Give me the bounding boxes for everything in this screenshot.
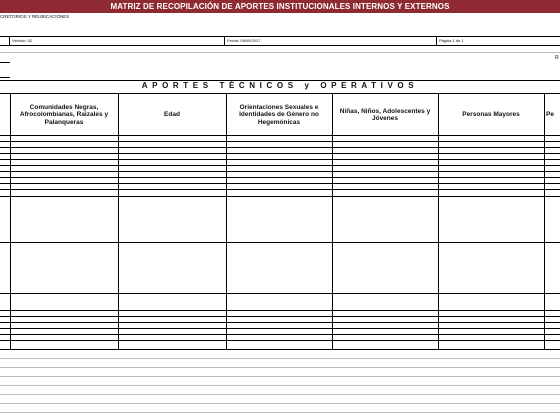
table-row-border: [0, 196, 560, 197]
grid-line: [0, 376, 560, 377]
grid-line: [0, 52, 560, 53]
grid-line: [0, 412, 560, 413]
version-label: Versión: 02: [12, 38, 33, 43]
column-divider: [118, 94, 119, 350]
table-row-border: [0, 153, 560, 154]
column-divider: [438, 94, 439, 350]
column-header-afro: Comunidades Negras, Afrocolombianas, Raizales y Palanqueras: [19, 103, 109, 126]
section-bottom-border: [0, 93, 560, 94]
column-header-mayores: Personas Mayores: [462, 111, 520, 119]
section-title: APORTES TÉCNICOS y OPERATIVOS: [141, 81, 419, 90]
meta-divider: [224, 36, 225, 45]
column-header-orientaciones: Orientaciones Sexuales e Identidades de Género no Hegemónicas: [239, 103, 319, 126]
table-row-border: [0, 183, 560, 184]
table-row-border: [0, 242, 560, 243]
column-divider: [226, 94, 227, 350]
page-label: Página 1 de 1: [439, 38, 464, 43]
grid-line: [0, 358, 560, 359]
table-row-border: [0, 165, 560, 166]
column-header-edad: Edad: [164, 111, 180, 119]
document-title-banner: MATRIZ DE RECOPILACIÓN DE APORTES INSTITUCIONALES INTERNOS Y EXTERNOS: [0, 0, 560, 13]
table-row-border: [0, 141, 560, 142]
table-row-border: [0, 316, 560, 317]
column-divider: [10, 94, 11, 350]
grid-line: [0, 385, 560, 386]
document-subtitle: CRETORIOS Y REUBICACIONES: [0, 14, 70, 19]
table-row-border: [0, 310, 560, 311]
meta-divider: [436, 36, 437, 45]
meta-top-border: [0, 36, 560, 37]
grid-line: [0, 77, 10, 78]
row-marker: R: [555, 55, 559, 61]
column-divider: [544, 94, 545, 350]
table-row-border: [0, 322, 560, 323]
table-row-border: [0, 293, 560, 294]
date-label: Fecha: 09/09/2017: [227, 38, 261, 43]
header-bottom-border: [0, 135, 560, 136]
column-header-ninos: Niñas, Niños, Adolescentes y Jóvenes: [339, 107, 431, 122]
meta-divider: [9, 36, 10, 45]
grid-line: [0, 394, 560, 395]
grid-line: [0, 403, 560, 404]
grid-line: [0, 62, 10, 63]
table-row-border: [0, 340, 560, 341]
table-bottom-border: [0, 349, 560, 350]
grid-line: [0, 367, 560, 368]
column-divider: [332, 94, 333, 350]
column-header-partial: Pe: [546, 111, 554, 119]
table-row-border: [0, 328, 560, 329]
meta-bottom-border: [0, 45, 560, 46]
table-row-border: [0, 177, 560, 178]
table-row-border: [0, 159, 560, 160]
table-row-border: [0, 171, 560, 172]
table-row-border: [0, 147, 560, 148]
table-row-border: [0, 334, 560, 335]
table-row-border: [0, 189, 560, 190]
